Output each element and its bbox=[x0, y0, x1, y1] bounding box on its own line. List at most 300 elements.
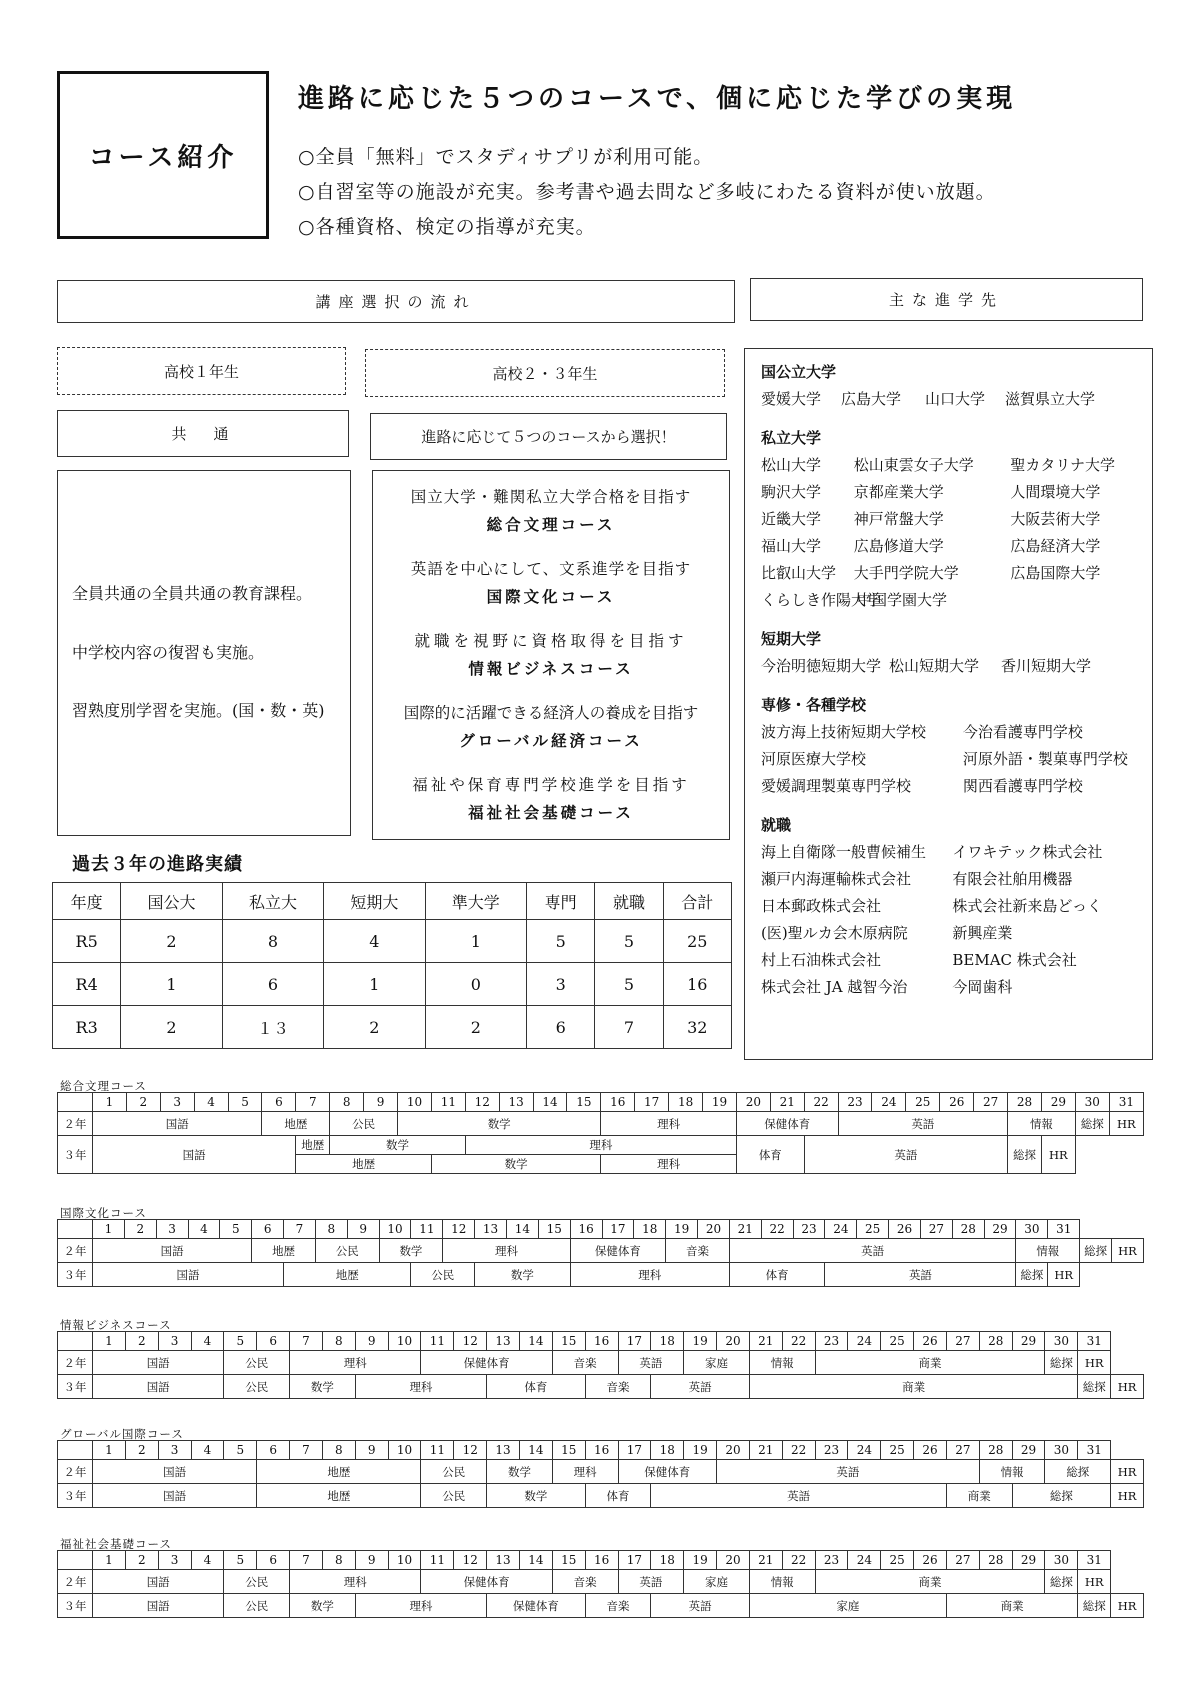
period-number: 8 bbox=[315, 1220, 347, 1239]
subject-cell: 国語 bbox=[93, 1594, 224, 1618]
destinations-list bbox=[761, 359, 1136, 1001]
destination-item: 広島経済大学 bbox=[1010, 537, 1101, 555]
period-number: 10 bbox=[379, 1220, 411, 1239]
period-number: 2 bbox=[124, 1220, 156, 1239]
period-number: 2 bbox=[125, 1551, 158, 1570]
period-number-row bbox=[58, 1551, 1144, 1570]
subject-cell: 英語 bbox=[825, 1263, 1016, 1287]
destination-row bbox=[761, 386, 1136, 413]
period-number: 29 bbox=[1012, 1332, 1045, 1351]
subject-cell: HR bbox=[1078, 1351, 1111, 1375]
bullet-item: ○全員「無料」でスタディサプリが利用可能。 bbox=[298, 146, 714, 168]
common-label: 共 通 bbox=[57, 410, 349, 457]
period-number: 16 bbox=[601, 1093, 635, 1112]
subject-cell: 音楽 bbox=[552, 1351, 618, 1375]
period-number: 3 bbox=[160, 1093, 194, 1112]
results-header-cell: 専門 bbox=[527, 883, 595, 920]
subject-cell: HR bbox=[1048, 1263, 1080, 1287]
period-number: 9 bbox=[364, 1093, 398, 1112]
period-number: 2 bbox=[126, 1093, 160, 1112]
results-cell: 2 bbox=[425, 1006, 526, 1049]
period-number: 9 bbox=[355, 1332, 388, 1351]
period-number-row bbox=[58, 1220, 1144, 1239]
destinations-box bbox=[744, 348, 1153, 1060]
results-cell: 2 bbox=[121, 1006, 222, 1049]
subject-cell: 地歴 bbox=[252, 1239, 316, 1263]
period-number: 14 bbox=[519, 1332, 552, 1351]
subject-cell: 国語 bbox=[93, 1112, 262, 1136]
destination-row bbox=[761, 587, 1136, 614]
subject-cell: 地歴 bbox=[284, 1263, 411, 1287]
subject-cell: 英語 bbox=[651, 1594, 750, 1618]
period-number: 8 bbox=[330, 1093, 364, 1112]
results-cell: 5 bbox=[527, 920, 595, 963]
results-header-cell: 準大学 bbox=[425, 883, 526, 920]
course-item bbox=[381, 773, 721, 823]
subject-cell: 数学 bbox=[330, 1136, 466, 1155]
period-number: 7 bbox=[290, 1441, 323, 1460]
destination-item: 日本郵政株式会社 bbox=[761, 897, 882, 915]
subject-cell: 音楽 bbox=[552, 1570, 618, 1594]
destination-row bbox=[761, 560, 1136, 587]
course-name: 情報ビジネスコース bbox=[468, 659, 634, 678]
period-number: 20 bbox=[698, 1220, 730, 1239]
subject-cell: 国語 bbox=[93, 1136, 296, 1174]
destination-row bbox=[761, 839, 1136, 866]
destination-item: 駒沢大学 bbox=[761, 483, 822, 501]
period-number: 6 bbox=[262, 1093, 296, 1112]
schedule-row bbox=[58, 1136, 1144, 1155]
grade1-label: 高校１年生 bbox=[57, 347, 346, 395]
period-number: 5 bbox=[224, 1551, 257, 1570]
subject-cell: 総探 bbox=[1078, 1375, 1111, 1399]
destination-row bbox=[761, 947, 1136, 974]
period-number: 23 bbox=[838, 1093, 872, 1112]
period-number: 22 bbox=[761, 1220, 793, 1239]
period-number: 12 bbox=[454, 1332, 487, 1351]
period-number: 24 bbox=[848, 1332, 881, 1351]
subject-cell: 数学 bbox=[398, 1112, 601, 1136]
results-header-cell: 年度 bbox=[53, 883, 121, 920]
subject-cell: HR bbox=[1112, 1239, 1144, 1263]
subject-cell: 英語 bbox=[651, 1375, 750, 1399]
page-title-box bbox=[57, 71, 269, 239]
subject-cell: 理科 bbox=[290, 1351, 421, 1375]
period-number: 26 bbox=[914, 1551, 947, 1570]
subject-cell: 理科 bbox=[552, 1460, 618, 1484]
grade-label: ３年 bbox=[58, 1136, 93, 1174]
period-number: 7 bbox=[296, 1093, 330, 1112]
subject-cell: 公民 bbox=[224, 1594, 290, 1618]
destination-item: 聖カタリナ大学 bbox=[1010, 456, 1116, 474]
results-cell: 2 bbox=[324, 1006, 425, 1049]
period-number: 17 bbox=[618, 1551, 651, 1570]
period-number: 22 bbox=[804, 1093, 838, 1112]
subject-cell: 体育 bbox=[729, 1263, 825, 1287]
subject-cell: 英語 bbox=[618, 1351, 684, 1375]
results-cell: R3 bbox=[53, 1006, 121, 1049]
period-number: 25 bbox=[881, 1441, 914, 1460]
period-number: 14 bbox=[533, 1093, 567, 1112]
period-number-row bbox=[58, 1332, 1144, 1351]
period-number: 30 bbox=[1045, 1441, 1078, 1460]
period-number: 31 bbox=[1109, 1093, 1143, 1112]
course-name: 総合文理コース bbox=[486, 515, 616, 534]
period-number: 15 bbox=[552, 1332, 585, 1351]
subject-cell: 国語 bbox=[93, 1239, 252, 1263]
schedule-title: 国際文化コース bbox=[60, 1206, 147, 1220]
subject-cell: 音楽 bbox=[585, 1594, 651, 1618]
period-number: 26 bbox=[940, 1093, 974, 1112]
schedule-row bbox=[58, 1594, 1144, 1618]
period-number: 6 bbox=[257, 1332, 290, 1351]
period-number: 22 bbox=[782, 1551, 815, 1570]
subject-cell: 家庭 bbox=[684, 1570, 750, 1594]
destination-row bbox=[761, 866, 1136, 893]
subject-cell: 英語 bbox=[804, 1136, 1007, 1174]
schedule-title: 情報ビジネスコース bbox=[60, 1318, 172, 1332]
results-cell: 32 bbox=[663, 1006, 731, 1049]
subject-cell: 総探 bbox=[1045, 1351, 1078, 1375]
course-name: 国際文化コース bbox=[486, 587, 616, 606]
destination-item: 有限会社舶用機器 bbox=[952, 870, 1073, 888]
course-name: 福祉社会基礎コース bbox=[468, 803, 634, 822]
period-number: 21 bbox=[770, 1093, 804, 1112]
period-number: 19 bbox=[684, 1441, 717, 1460]
period-number: 2 bbox=[125, 1332, 158, 1351]
period-number: 26 bbox=[914, 1441, 947, 1460]
subject-cell: 英語 bbox=[618, 1570, 684, 1594]
period-number: 9 bbox=[355, 1551, 388, 1570]
schedule-table bbox=[57, 1550, 1144, 1618]
destination-item: 山口大学 bbox=[925, 390, 986, 408]
results-row bbox=[53, 1006, 732, 1049]
period-number: 15 bbox=[552, 1441, 585, 1460]
period-number: 27 bbox=[946, 1551, 979, 1570]
period-number: 24 bbox=[848, 1551, 881, 1570]
period-number: 16 bbox=[570, 1220, 602, 1239]
subject-cell: 商業 bbox=[946, 1594, 1077, 1618]
period-number: 30 bbox=[1045, 1332, 1078, 1351]
bullet-list bbox=[298, 140, 996, 245]
period-number: 31 bbox=[1078, 1441, 1111, 1460]
subject-cell: 情報 bbox=[979, 1460, 1045, 1484]
destination-row bbox=[761, 452, 1136, 479]
period-corner bbox=[58, 1332, 93, 1351]
destination-item: 京都産業大学 bbox=[853, 483, 944, 501]
period-number: 25 bbox=[906, 1093, 940, 1112]
results-cell: R5 bbox=[53, 920, 121, 963]
subject-cell: 数学 bbox=[290, 1375, 356, 1399]
destination-item: 松山大学 bbox=[761, 456, 822, 474]
period-number: 10 bbox=[388, 1551, 421, 1570]
destination-item: 福山大学 bbox=[761, 537, 822, 555]
period-number: 16 bbox=[585, 1551, 618, 1570]
subject-cell: 商業 bbox=[946, 1484, 1012, 1508]
results-cell: 25 bbox=[663, 920, 731, 963]
subject-cell: 総探 bbox=[1080, 1239, 1112, 1263]
destination-row bbox=[761, 746, 1136, 773]
period-number: 11 bbox=[431, 1093, 465, 1112]
schedule-row bbox=[58, 1460, 1144, 1484]
destination-row bbox=[761, 920, 1136, 947]
schedule-row bbox=[58, 1112, 1144, 1136]
subject-cell: 数学 bbox=[475, 1263, 571, 1287]
schedule-table bbox=[57, 1219, 1144, 1287]
period-number: 22 bbox=[782, 1332, 815, 1351]
period-number: 26 bbox=[914, 1332, 947, 1351]
period-number-row bbox=[58, 1093, 1144, 1112]
period-number: 19 bbox=[703, 1093, 737, 1112]
subject-cell: 英語 bbox=[717, 1460, 980, 1484]
period-number: 24 bbox=[848, 1441, 881, 1460]
subject-cell: 理科 bbox=[355, 1594, 486, 1618]
destination-item: 河原外語・製菓専門学校 bbox=[962, 750, 1128, 768]
subject-cell: 数学 bbox=[431, 1155, 600, 1174]
destination-item: くらしき作陽大学 bbox=[761, 591, 882, 609]
common-line: 習熟度別学習を実施。(国・数・英) bbox=[72, 701, 325, 721]
subject-cell: 体育 bbox=[736, 1136, 804, 1174]
period-number: 15 bbox=[538, 1220, 570, 1239]
period-number: 13 bbox=[487, 1441, 520, 1460]
period-number: 17 bbox=[602, 1220, 634, 1239]
period-corner bbox=[58, 1551, 93, 1570]
period-number: 13 bbox=[487, 1332, 520, 1351]
results-cell: 6 bbox=[222, 963, 323, 1006]
period-number: 11 bbox=[411, 1220, 443, 1239]
results-cell: 5 bbox=[595, 920, 663, 963]
period-corner bbox=[58, 1093, 93, 1112]
period-number: 16 bbox=[585, 1441, 618, 1460]
results-cell: 1 bbox=[324, 963, 425, 1006]
common-line: 全員共通の全員共通の教育課程。 bbox=[72, 584, 313, 604]
subject-cell: 総探 bbox=[1008, 1136, 1042, 1174]
subject-cell: 国語 bbox=[93, 1351, 224, 1375]
destination-row bbox=[761, 479, 1136, 506]
subject-cell: 地歴 bbox=[296, 1136, 330, 1155]
period-number: 24 bbox=[872, 1093, 906, 1112]
period-number: 19 bbox=[684, 1332, 717, 1351]
destination-row bbox=[761, 773, 1136, 800]
subject-cell: 地歴 bbox=[257, 1460, 421, 1484]
destination-item: 神戸常盤大学 bbox=[853, 510, 944, 528]
destination-category: 就職 bbox=[761, 816, 792, 834]
period-number: 18 bbox=[651, 1332, 684, 1351]
schedule-table bbox=[57, 1331, 1144, 1399]
grade-label: ２年 bbox=[58, 1112, 93, 1136]
schedule-title: 福祉社会基礎コース bbox=[60, 1537, 172, 1551]
schedule-title: 総合文理コース bbox=[60, 1079, 147, 1093]
period-number: 11 bbox=[421, 1551, 454, 1570]
subject-cell: 保健体育 bbox=[618, 1460, 717, 1484]
period-number: 28 bbox=[1008, 1093, 1042, 1112]
period-number: 9 bbox=[355, 1441, 388, 1460]
subject-cell: 総探 bbox=[1045, 1460, 1111, 1484]
bullet-item: ○各種資格、検定の指導が充実。 bbox=[298, 216, 596, 238]
period-number: 1 bbox=[93, 1551, 126, 1570]
period-number: 21 bbox=[749, 1332, 782, 1351]
period-number: 19 bbox=[666, 1220, 698, 1239]
subject-cell: 国語 bbox=[93, 1484, 257, 1508]
subject-cell: HR bbox=[1111, 1594, 1144, 1618]
period-number: 7 bbox=[284, 1220, 316, 1239]
destination-item: 大阪芸術大学 bbox=[1010, 510, 1101, 528]
course-desc: 英語を中心にして、文系進学を目指す bbox=[410, 560, 692, 578]
results-cell: 16 bbox=[663, 963, 731, 1006]
destination-item: イワキテック株式会社 bbox=[952, 843, 1103, 861]
subject-cell: 理科 bbox=[290, 1570, 421, 1594]
destination-item: 松山短期大学 bbox=[889, 657, 980, 675]
subject-cell: HR bbox=[1109, 1112, 1143, 1136]
grade-label: ２年 bbox=[58, 1239, 93, 1263]
period-number: 8 bbox=[322, 1551, 355, 1570]
period-number: 18 bbox=[651, 1551, 684, 1570]
period-number: 17 bbox=[618, 1441, 651, 1460]
headline: 進路に応じた５つのコースで、個に応じた学びの実現 bbox=[298, 84, 1017, 114]
destination-item: 今岡歯科 bbox=[952, 978, 1013, 996]
period-number: 25 bbox=[881, 1332, 914, 1351]
results-table bbox=[52, 882, 732, 1049]
subject-cell: 総探 bbox=[1045, 1570, 1078, 1594]
period-number: 4 bbox=[194, 1093, 228, 1112]
results-cell: 0 bbox=[425, 963, 526, 1006]
period-corner bbox=[58, 1441, 93, 1460]
schedule-table bbox=[57, 1440, 1144, 1508]
subject-cell: 地歴 bbox=[296, 1155, 432, 1174]
period-number: 23 bbox=[815, 1441, 848, 1460]
subject-cell: 体育 bbox=[487, 1375, 586, 1399]
schedule-row bbox=[58, 1351, 1144, 1375]
subject-cell: 保健体育 bbox=[487, 1594, 586, 1618]
results-cell: 2 bbox=[121, 920, 222, 963]
grade-label: ３年 bbox=[58, 1484, 93, 1508]
subject-cell: 音楽 bbox=[666, 1239, 730, 1263]
subject-cell: 国語 bbox=[93, 1570, 224, 1594]
period-number: 17 bbox=[635, 1093, 669, 1112]
results-cell: １３ bbox=[222, 1006, 323, 1049]
period-number: 4 bbox=[191, 1441, 224, 1460]
destination-item: 愛媛調理製菓専門学校 bbox=[761, 777, 912, 795]
period-number: 20 bbox=[717, 1441, 750, 1460]
period-number: 23 bbox=[815, 1551, 848, 1570]
schedule-row bbox=[58, 1239, 1144, 1263]
period-number: 22 bbox=[782, 1441, 815, 1460]
grade-label: ２年 bbox=[58, 1460, 93, 1484]
destination-row bbox=[761, 506, 1136, 533]
period-number: 13 bbox=[487, 1551, 520, 1570]
period-number: 1 bbox=[93, 1220, 125, 1239]
subject-cell: 情報 bbox=[1016, 1239, 1080, 1263]
period-number: 4 bbox=[188, 1220, 220, 1239]
period-number: 11 bbox=[421, 1332, 454, 1351]
subject-cell: 保健体育 bbox=[421, 1351, 552, 1375]
period-number: 13 bbox=[475, 1220, 507, 1239]
schedule-row bbox=[58, 1570, 1144, 1594]
grade-label: ３年 bbox=[58, 1263, 93, 1287]
common-line: 中学校内容の復習も実施。 bbox=[72, 642, 265, 662]
schedule-title: グローバル国際コース bbox=[60, 1427, 184, 1441]
period-number: 27 bbox=[920, 1220, 952, 1239]
subject-cell: 理科 bbox=[601, 1112, 737, 1136]
course-item bbox=[381, 557, 721, 607]
period-number: 5 bbox=[224, 1441, 257, 1460]
period-number: 28 bbox=[979, 1551, 1012, 1570]
period-number: 21 bbox=[749, 1441, 782, 1460]
subject-cell: HR bbox=[1111, 1460, 1144, 1484]
period-number: 9 bbox=[347, 1220, 379, 1239]
period-number: 3 bbox=[158, 1441, 191, 1460]
page-title: コース紹介 bbox=[88, 142, 238, 173]
results-row bbox=[53, 920, 732, 963]
subject-cell: 情報 bbox=[749, 1570, 815, 1594]
period-number: 20 bbox=[736, 1093, 770, 1112]
period-number: 4 bbox=[191, 1332, 224, 1351]
destination-item: 関西看護専門学校 bbox=[962, 777, 1083, 795]
subject-cell: 英語 bbox=[838, 1112, 1007, 1136]
period-number: 29 bbox=[984, 1220, 1016, 1239]
flow-header: 講座選択の流れ bbox=[57, 280, 735, 323]
subject-cell: 総探 bbox=[1075, 1112, 1109, 1136]
results-header-row bbox=[53, 883, 732, 920]
period-number: 3 bbox=[158, 1551, 191, 1570]
destination-item: 海上自衛隊一般曹候補生 bbox=[761, 843, 927, 861]
period-number: 29 bbox=[1012, 1551, 1045, 1570]
period-number: 30 bbox=[1045, 1551, 1078, 1570]
period-number: 18 bbox=[634, 1220, 666, 1239]
period-number: 12 bbox=[465, 1093, 499, 1112]
period-number: 14 bbox=[519, 1441, 552, 1460]
period-number-row bbox=[58, 1441, 1144, 1460]
subject-cell: 家庭 bbox=[684, 1351, 750, 1375]
course-desc: 福祉や保育専門学校進学を目指す bbox=[412, 776, 690, 794]
period-number: 29 bbox=[1012, 1441, 1045, 1460]
subject-cell: 商業 bbox=[749, 1375, 1077, 1399]
period-number: 10 bbox=[398, 1093, 432, 1112]
period-number: 17 bbox=[618, 1332, 651, 1351]
destination-item: 近畿大学 bbox=[761, 510, 822, 528]
course-item bbox=[381, 629, 721, 679]
subject-cell: 家庭 bbox=[749, 1594, 946, 1618]
subject-cell: 保健体育 bbox=[736, 1112, 838, 1136]
period-number: 26 bbox=[889, 1220, 921, 1239]
destination-item: 株式会社新来島どっく bbox=[952, 897, 1103, 915]
period-number: 20 bbox=[717, 1551, 750, 1570]
grade-label: ３年 bbox=[58, 1594, 93, 1618]
results-header-cell: 合計 bbox=[663, 883, 731, 920]
period-number: 1 bbox=[93, 1441, 126, 1460]
common-curriculum-box bbox=[57, 470, 351, 836]
subject-cell: 英語 bbox=[729, 1239, 1016, 1263]
subject-cell: 公民 bbox=[315, 1239, 379, 1263]
period-number: 25 bbox=[881, 1551, 914, 1570]
results-cell: R4 bbox=[53, 963, 121, 1006]
subject-cell: 数学 bbox=[487, 1460, 553, 1484]
subject-cell: 数学 bbox=[290, 1594, 356, 1618]
subject-cell: 商業 bbox=[815, 1351, 1045, 1375]
course-desc: 就職を視野に資格取得を目指す bbox=[414, 632, 688, 650]
period-number: 23 bbox=[793, 1220, 825, 1239]
period-number: 25 bbox=[857, 1220, 889, 1239]
course-item bbox=[381, 485, 721, 535]
period-number: 8 bbox=[322, 1441, 355, 1460]
period-number: 6 bbox=[257, 1441, 290, 1460]
subject-cell: 情報 bbox=[749, 1351, 815, 1375]
subject-cell: 理科 bbox=[443, 1239, 570, 1263]
schedule-table bbox=[57, 1092, 1144, 1174]
subject-cell: 総探 bbox=[1078, 1594, 1111, 1618]
destination-item: (医)聖ルカ会木原病院 bbox=[761, 924, 908, 942]
subject-cell: 総探 bbox=[1016, 1263, 1048, 1287]
